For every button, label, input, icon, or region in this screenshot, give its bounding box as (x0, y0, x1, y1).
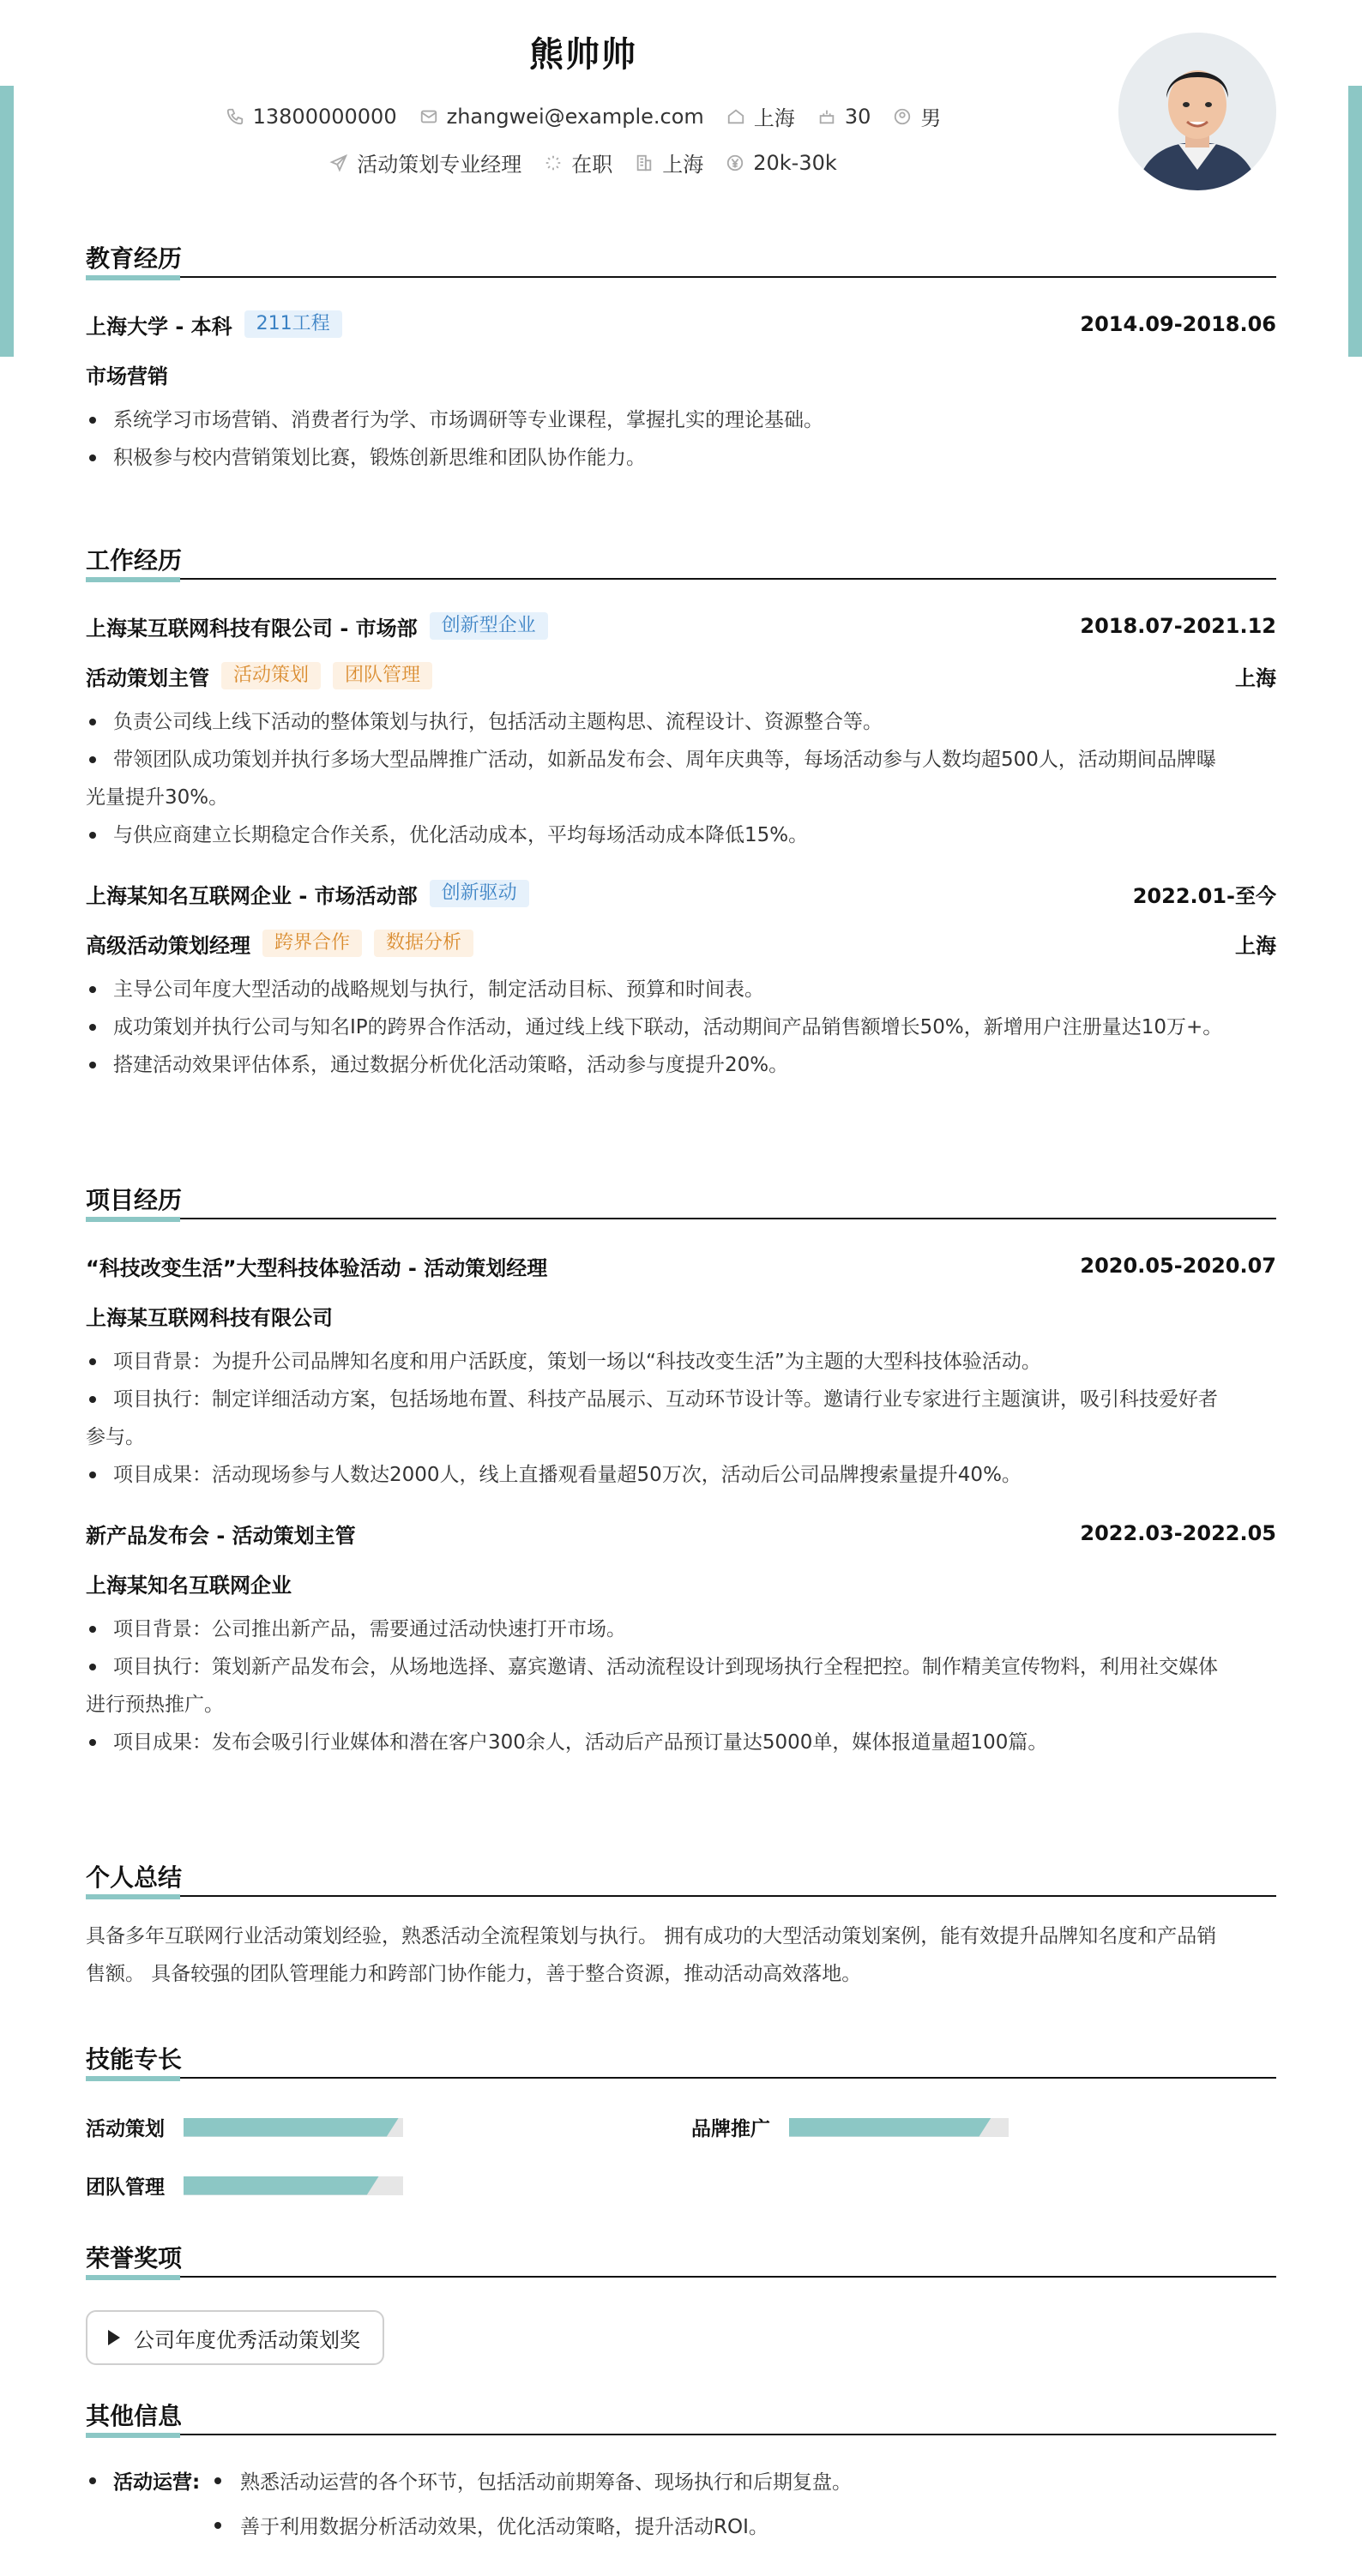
summary-section (86, 1859, 1276, 1993)
work-item-1-header (86, 612, 1276, 640)
other-section (86, 2398, 1276, 2569)
bullet-dot (214, 2522, 221, 2529)
right-accent-bar (1348, 86, 1362, 357)
project-2-company-row (86, 1569, 1276, 1597)
projects-section (86, 1182, 1276, 1761)
role-name: 高级活动策划经理 (86, 933, 250, 958)
skill-name: 团队管理 (86, 2176, 165, 2199)
salary-item (726, 151, 837, 175)
company-name: 上海某互联网科技有限公司 - 市场部 (86, 616, 418, 641)
phone-item (226, 105, 397, 129)
company-tag: 创新型企业 (430, 612, 548, 640)
list-item: 项目背景：为提升公司品牌知名度和用户活跃度，策划一场以“科技改变生活”为主题的大型科技体验活动。 (86, 1343, 1276, 1381)
city-text: 上海 (753, 106, 795, 130)
company-name: 上海某知名互联网企业 - 市场活动部 (86, 883, 418, 908)
target-city-text: 上海 (662, 153, 704, 177)
skill-fill (789, 2118, 991, 2137)
target-city-item (635, 147, 703, 178)
other-item: 善于利用数据分析活动效果，优化活动策略，提升活动ROI。 (240, 2516, 768, 2538)
project-1-header (86, 1252, 1276, 1279)
list-item: 系统学习市场营销、消费者行为学、市场调研等专业课程，掌握扎实的理论基础。 (86, 401, 1276, 439)
project-name: 新产品发布会 - 活动策划主管 (86, 1523, 356, 1548)
skill-fill (184, 2118, 399, 2137)
project-1-bullets (86, 1343, 1276, 1494)
list-item: 项目执行：策划新产品发布会，从场地选择、嘉宾邀请、活动流程设计到现场执行全程把控。制作精美宣传物料，利用社交媒体 (86, 1648, 1276, 1686)
skills-title: 技能专长 (86, 2045, 183, 2073)
cake-icon (817, 107, 836, 126)
list-item-continuation: 参与。 (86, 1426, 145, 1448)
gender-item (893, 101, 941, 131)
work-item-2-header (86, 880, 1276, 907)
section-divider (86, 276, 1276, 278)
email-item (419, 105, 704, 129)
major-row (86, 360, 1276, 388)
home-icon (726, 107, 745, 126)
section-divider (86, 2077, 1276, 2079)
candidate-name: 熊帅帅 (529, 35, 637, 75)
list-item-continuation: 光量提升30%。 (86, 786, 229, 809)
section-divider (86, 1895, 1276, 1897)
other-title: 其他信息 (86, 2402, 183, 2430)
list-item: 积极参与校内营销策划比赛，锻炼创新思维和团队协作能力。 (86, 439, 1276, 477)
work-period: 2022.01-至今 (1132, 883, 1276, 908)
summary-text (86, 1917, 1276, 1993)
job-intent-row (86, 147, 1081, 178)
project-2-header (86, 1520, 1276, 1547)
skill-fill (184, 2176, 379, 2195)
project-period: 2022.03-2022.05 (1080, 1521, 1276, 1545)
skill-bar (789, 2118, 1009, 2137)
status-item (544, 147, 612, 178)
salary-text: 20k-30k (753, 150, 837, 175)
list-item: 搭建活动效果评估体系，通过数据分析优化活动策略，活动参与度提升20%。 (86, 1046, 1276, 1084)
section-divider (86, 2276, 1276, 2278)
list-item: 成功策划并执行公司与知名IP的跨界合作活动，通过线上线下联动，活动期间产品销售额增长50%，新增用户注册量达10万+。 (86, 1008, 1276, 1046)
phone-icon (226, 107, 244, 126)
work-title: 工作经历 (86, 546, 183, 575)
list-item: 带领团队成功策划并执行多场大型品牌推广活动，如新品发布会、周年庆典等，每场活动参与人数均超500人，活动期间品牌曝 (86, 741, 1276, 779)
skill-tag: 数据分析 (374, 930, 473, 957)
skill-item (691, 2113, 1009, 2141)
project-name: “科技改变生活”大型科技体验活动 - 活动策划经理 (86, 1255, 548, 1280)
list-item: 项目执行：制定详细活动方案，包括场地布置、科技产品展示、互动环节设计等。邀请行业专家进行主题演讲，吸引科技爱好者 (86, 1381, 1276, 1418)
major-name: 市场营销 (86, 364, 168, 388)
skill-item (86, 2113, 403, 2141)
projects-title: 项目经历 (86, 1186, 183, 1214)
skill-item (86, 2171, 403, 2200)
email-text: zhangwei@example.com (446, 104, 704, 129)
age-text: 30 (844, 104, 871, 129)
send-icon (329, 153, 348, 172)
list-item: 负责公司线上线下活动的整体策划与执行，包括活动主题构思、流程设计、资源整合等。 (86, 703, 1276, 741)
education-period: 2014.09-2018.06 (1080, 312, 1276, 336)
avatar-photo (1118, 33, 1276, 190)
list-item: 项目成果：发布会吸引行业媒体和潜在客户300余人，活动后产品预订量达5000单，媒体报道量超100篇。 (86, 1724, 1276, 1761)
building-icon (635, 153, 654, 172)
work-location: 上海 (1235, 933, 1276, 958)
skill-tag: 跨界合作 (262, 930, 362, 957)
work-location: 上海 (1235, 665, 1276, 690)
phone-text: 13800000000 (252, 104, 397, 129)
skill-name: 活动策划 (86, 2118, 165, 2140)
list-item-continuation: 进行预热推广。 (86, 1694, 224, 1716)
other-row-2 (86, 2511, 768, 2539)
skill-bar (184, 2118, 403, 2137)
section-divider (86, 578, 1276, 580)
skill-bar (184, 2176, 403, 2195)
work-item-2-role (86, 930, 1276, 957)
city-item (726, 101, 795, 131)
bullet-dot (214, 2477, 221, 2484)
role-name: 活动策划主管 (86, 665, 209, 690)
play-icon (108, 2330, 120, 2345)
award-item[interactable] (86, 2310, 384, 2365)
job-target-text: 活动策划专业经理 (357, 153, 522, 177)
education-title: 教育经历 (86, 244, 183, 273)
education-section (86, 240, 1276, 477)
job-target-item (329, 147, 521, 178)
summary-line: 售额。 具备较强的团队管理能力和跨部门协作能力，善于整合资源，推动活动高效落地。 (86, 1963, 862, 1985)
project-1-company-row (86, 1302, 1276, 1329)
work-item-1-bullets (86, 703, 1276, 854)
awards-section (86, 2240, 1276, 2394)
skill-tag: 活动策划 (221, 662, 321, 689)
bullet-dot (89, 2477, 96, 2484)
person-icon (893, 107, 912, 126)
list-item: 项目成果：活动现场参与人数达2000人，线上直播观看量超50万次，活动后公司品牌搜索量提升40%。 (86, 1456, 1276, 1494)
school-tag: 211工程 (244, 310, 342, 338)
loading-icon (544, 153, 563, 172)
work-item-1-role (86, 662, 1276, 689)
list-item: 与供应商建立长期稳定合作关系，优化活动成本，平均每场活动成本降低15%。 (86, 816, 1276, 854)
other-row-1 (86, 2466, 852, 2495)
work-period: 2018.07-2021.12 (1080, 614, 1276, 638)
section-divider (86, 1218, 1276, 1219)
status-text: 在职 (571, 153, 613, 177)
awards-title: 荣誉奖项 (86, 2244, 183, 2272)
resume-page (86, 0, 1276, 2538)
project-company: 上海某互联网科技有限公司 (86, 1305, 333, 1330)
other-item: 熟悉活动运营的各个环节，包括活动前期筹备、现场执行和后期复盘。 (240, 2471, 852, 2494)
project-company: 上海某知名互联网企业 (86, 1573, 292, 1598)
yen-icon (726, 153, 744, 172)
left-accent-bar (0, 86, 14, 357)
work-section (86, 542, 1276, 1084)
award-text: 公司年度优秀活动策划奖 (134, 2327, 360, 2352)
skill-name: 品牌推广 (691, 2118, 770, 2140)
list-item: 项目背景：公司推出新产品，需要通过活动快速打开市场。 (86, 1610, 1276, 1648)
section-divider (86, 2434, 1276, 2435)
project-period: 2020.05-2020.07 (1080, 1254, 1276, 1278)
project-2-bullets (86, 1610, 1276, 1761)
summary-title: 个人总结 (86, 1863, 183, 1892)
school-name: 上海大学 - 本科 (86, 314, 232, 339)
education-header-row (86, 310, 1276, 338)
age-item (817, 105, 871, 129)
contact-row (86, 101, 1081, 131)
summary-line: 具备多年互联网行业活动策划经验，熟悉活动全流程策划与执行。 拥有成功的大型活动策划案例，能有效提升品牌知名度和产品销 (86, 1925, 1217, 1947)
mail-icon (419, 107, 438, 126)
work-item-2-bullets (86, 971, 1276, 1084)
skill-tag: 团队管理 (333, 662, 432, 689)
list-item: 主导公司年度大型活动的战略规划与执行，制定活动目标、预算和时间表。 (86, 971, 1276, 1008)
company-tag: 创新驱动 (430, 880, 529, 907)
skills-section (86, 2041, 1276, 2212)
other-label: 活动运营: (113, 2471, 201, 2494)
education-bullets (86, 401, 1276, 477)
resume-header (86, 0, 1276, 223)
gender-text: 男 (920, 106, 942, 130)
